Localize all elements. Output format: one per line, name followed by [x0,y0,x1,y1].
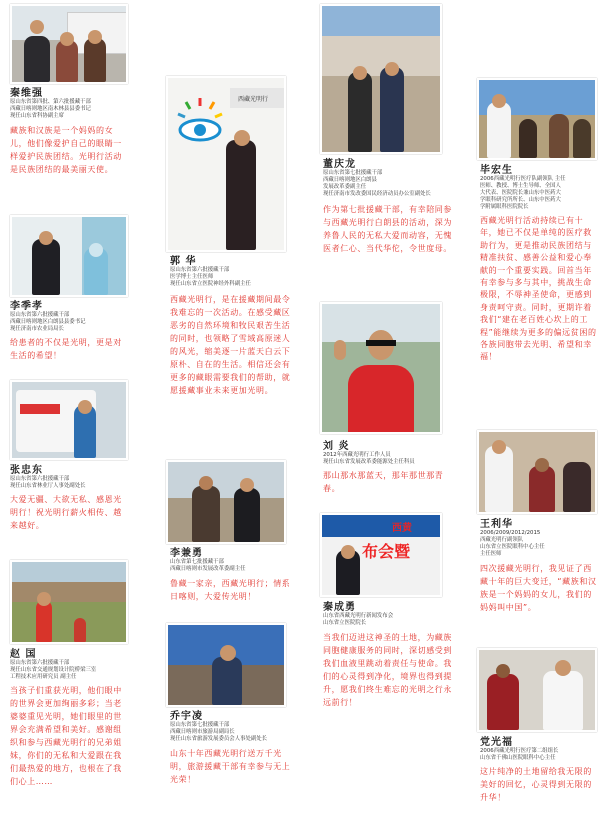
person-title-line: 主任医师 [480,551,502,557]
person-title-line: 原山东省第七批援藏干部 [170,722,230,728]
person-name: 赵 国 [10,649,37,660]
bus-sign: 西藏光明行 [238,96,269,103]
person-quote: 西藏光明行，是在援藏期间最令我难忘的一次活动。在感受藏区恶劣的自然环境和牧民艰苦生活的同时，也领略了雪域高原迷人的风光，缩美逐一片蓝天白云下原朴、自在的生活。相信还会有更多的藏眼需要我们的帮助，就愿援藏事业未来更加光明。 [170,295,291,395]
person-name: 王利华 [480,519,513,530]
person-title-line: 西藏光明行副领队 [480,537,524,543]
person-title-line: 现任山东省交通规划设计院桥梁三室 [10,667,97,673]
person-title-line: 原山东省第四批、第六批援藏干部 [10,99,91,105]
person-title-line: 西藏日喀则地区白朗县 [323,177,377,183]
person-name: 李兼勇 [170,548,203,559]
person-quote: 作为第七批援藏干部，有幸陪同参与西藏光明行白朗县的活动，深为养鲁人民的无私大爱而动容，无愧医者仁心、当代华佗，令世度母。 [323,205,452,253]
person-quote: 四次援藏光明行，我见证了西藏十年的巨大变迁，“藏族和汉族是一个妈妈的女儿，我们的妈妈叫中国”。 [480,564,597,612]
entry-qin-chengyong [323,598,455,709]
entry-zhang-zhongdong [10,461,130,532]
person-title-line: 医学博士主任医师 [170,274,214,280]
person-title-line: 现任山东省立医院神经外科副主任 [170,281,251,287]
photo-bi-hongsheng [477,78,597,160]
entry-qiao-yuling [170,707,298,786]
photo-zhao-guo [10,560,128,644]
person-name: 张忠东 [10,465,43,476]
person-title-line: 山东省立医院院长 [323,620,367,626]
person-title-line: 医师、教授、博士生导师、全国人 [480,183,561,189]
person-title-line: 2006西藏光明行医疗队副领队 主任 [480,176,566,182]
person-title-line: 原山东省第七批援藏干部 [323,170,383,176]
person-title-line: 山东省千佛山医院眼科中心主任 [480,755,556,761]
banner-text: 西黄 [392,523,412,534]
entry-liu-yan [323,437,455,495]
person-name: 董庆龙 [323,159,356,170]
person-name: 秦成勇 [323,602,356,613]
person-title-line: 西藏日喀则市发展改革委副主任 [170,566,246,572]
banner-text: 布会暨 [362,542,411,561]
entry-li-jianyong [170,544,298,603]
person-title-line: 发展改革委副主任 [323,184,367,190]
person-quote: 那山那水那蓝天，那年那世那青春。 [323,471,444,493]
person-title-line: 大代表、医院院长兼山东中医药大 [480,190,561,196]
entry-li-jixiao [10,297,130,362]
person-title-line: 西藏日喀则地区南木林县县委书记 [10,106,91,112]
photo-liu-yan [320,302,442,434]
person-title-line: 原山东省第六批援藏干部 [10,312,70,318]
entry-guo-hua [170,252,298,397]
person-title-line: 西藏日喀则地区白朗县县委书记 [10,319,86,325]
photo-li-jixiao [10,215,128,297]
photo-qiao-yuling [166,623,286,707]
person-quote: 西藏光明行活动持续已有十年，她已不仅是单纯的医疗救助行为，更是推动民族团结与精准扶贫、感善公益和爱心奉献的一个重要实践。回首当年有幸参与多与其中，挑战生命极限，不辱神圣使命，更感到身责呵守责。同时，更期许着我们“建在老百姓心坎上的工程”能继续为更多的偏远贫困的各族同胞带去光明、希望和幸福！ [480,216,597,362]
person-title-line: 原山东省第六批援藏干部 [10,476,70,482]
person-title-line: 原山东省第六批援藏干部 [170,267,230,273]
person-title-line: 现任山东省林业厅人事处副处长 [10,483,86,489]
photo-guo-hua [166,76,286,252]
photo-dang-guangfu [477,648,597,732]
person-quote: 山东十年西藏光明行送万千光明，旅游援藏干部有幸参与无上光荣！ [170,749,291,784]
person-title-line: 山东省立医院眼科中心主任 [480,544,545,550]
person-title-line: 2006/2009/2012/2015 [480,530,541,536]
photo-wang-lihua [477,430,597,514]
person-title-line: 山东省第七批援藏干部 [170,559,224,565]
photo-li-jianyong [166,460,286,544]
entry-dong-qinglong [323,155,455,255]
person-title-line: 现任山东省旅游发展委员会人事处副处长 [170,736,268,742]
photo-qin-chengyong [320,513,442,597]
person-name: 秦维强 [10,88,43,99]
person-name: 郭 华 [170,256,197,267]
person-name: 刘 炎 [323,441,350,452]
photo-dong-qinglong [320,4,442,154]
photo-zhang-zhongdong [10,380,128,460]
person-name: 乔宇凌 [170,711,203,722]
entry-wang-lihua [480,515,598,614]
person-quote: 给患者的不仅是光明，更是对生活的希望！ [10,338,122,360]
person-quote: 这片纯净的土地留给我无限的美好的回忆，心灵得到无限的升华！ [480,767,592,802]
entry-zhao-guo [10,645,130,788]
entry-bi-hongsheng [480,161,598,364]
person-title-line: 西藏日喀则市旅游局副局长 [170,729,235,735]
person-quote: 当我们迈进这神圣的土地，为藏族同胞健康服务的同时，深切感受到我们血液里跳动着责任与使命。我们的心灵得到净化，境界也得到提升，愿我们终生难忘的光明之行永远前行！ [323,633,452,707]
person-title-line: 现任济南市发改委国民经济动员办公室副处长 [323,191,431,197]
person-title-line: 学附属眼科医院院长 [480,204,529,210]
person-name: 毕宏生 [480,165,513,176]
person-title-line: 现任济南市农业局局长 [10,326,64,332]
entry-qin-weiqiang [10,84,130,176]
eye-logo-icon [170,92,230,152]
person-quote: 藏族和汉族是一个妈妈的女儿，他们像爱护自己的眼睛一样爱护民族团结。光明行活动是民族团结的最美丽天使。 [10,126,122,174]
photo-qin-weiqiang [10,4,128,84]
person-title-line: 2006西藏光明行医疗第二组组长 [480,748,559,754]
person-name: 李季孝 [10,301,43,312]
person-quote: 大爱无疆、大欲无私、感恩光明行！祝光明行薪火相传、越来越好。 [10,495,122,530]
person-quote: 当孩子们重获光明，他们眼中的世界会更加绚丽多彩；当老婆婆重见光明，她们眼里的世界会充满希望和美好。感谢组织和参与西藏光明行的兄弟姐妹，你们的无私和大爱跟在我们最热爱的地方，也根在了我们心上…… [10,686,122,786]
person-title-line: 学眼科研究所所长、山东中医药大 [480,197,561,203]
person-title-line: 山东省西藏光明行新闻发布会 [323,613,394,619]
person-title-line: 工程技术应用研究员 副主任 [10,674,77,680]
entry-dang-guangfu [480,733,598,804]
person-title-line: 2012年西藏光明行工作人员 [323,452,391,458]
person-title-line: 现任山东省发展改革委能源处主任科员 [323,459,415,465]
person-title-line: 现任山东省科协副主席 [10,113,64,119]
person-title-line: 原山东省第六批援藏干部 [10,660,70,666]
person-name: 党光福 [480,737,513,748]
person-quote: 鲁藏一家亲，西藏光明行；情系日喀则，大爱传光明！ [170,579,291,601]
